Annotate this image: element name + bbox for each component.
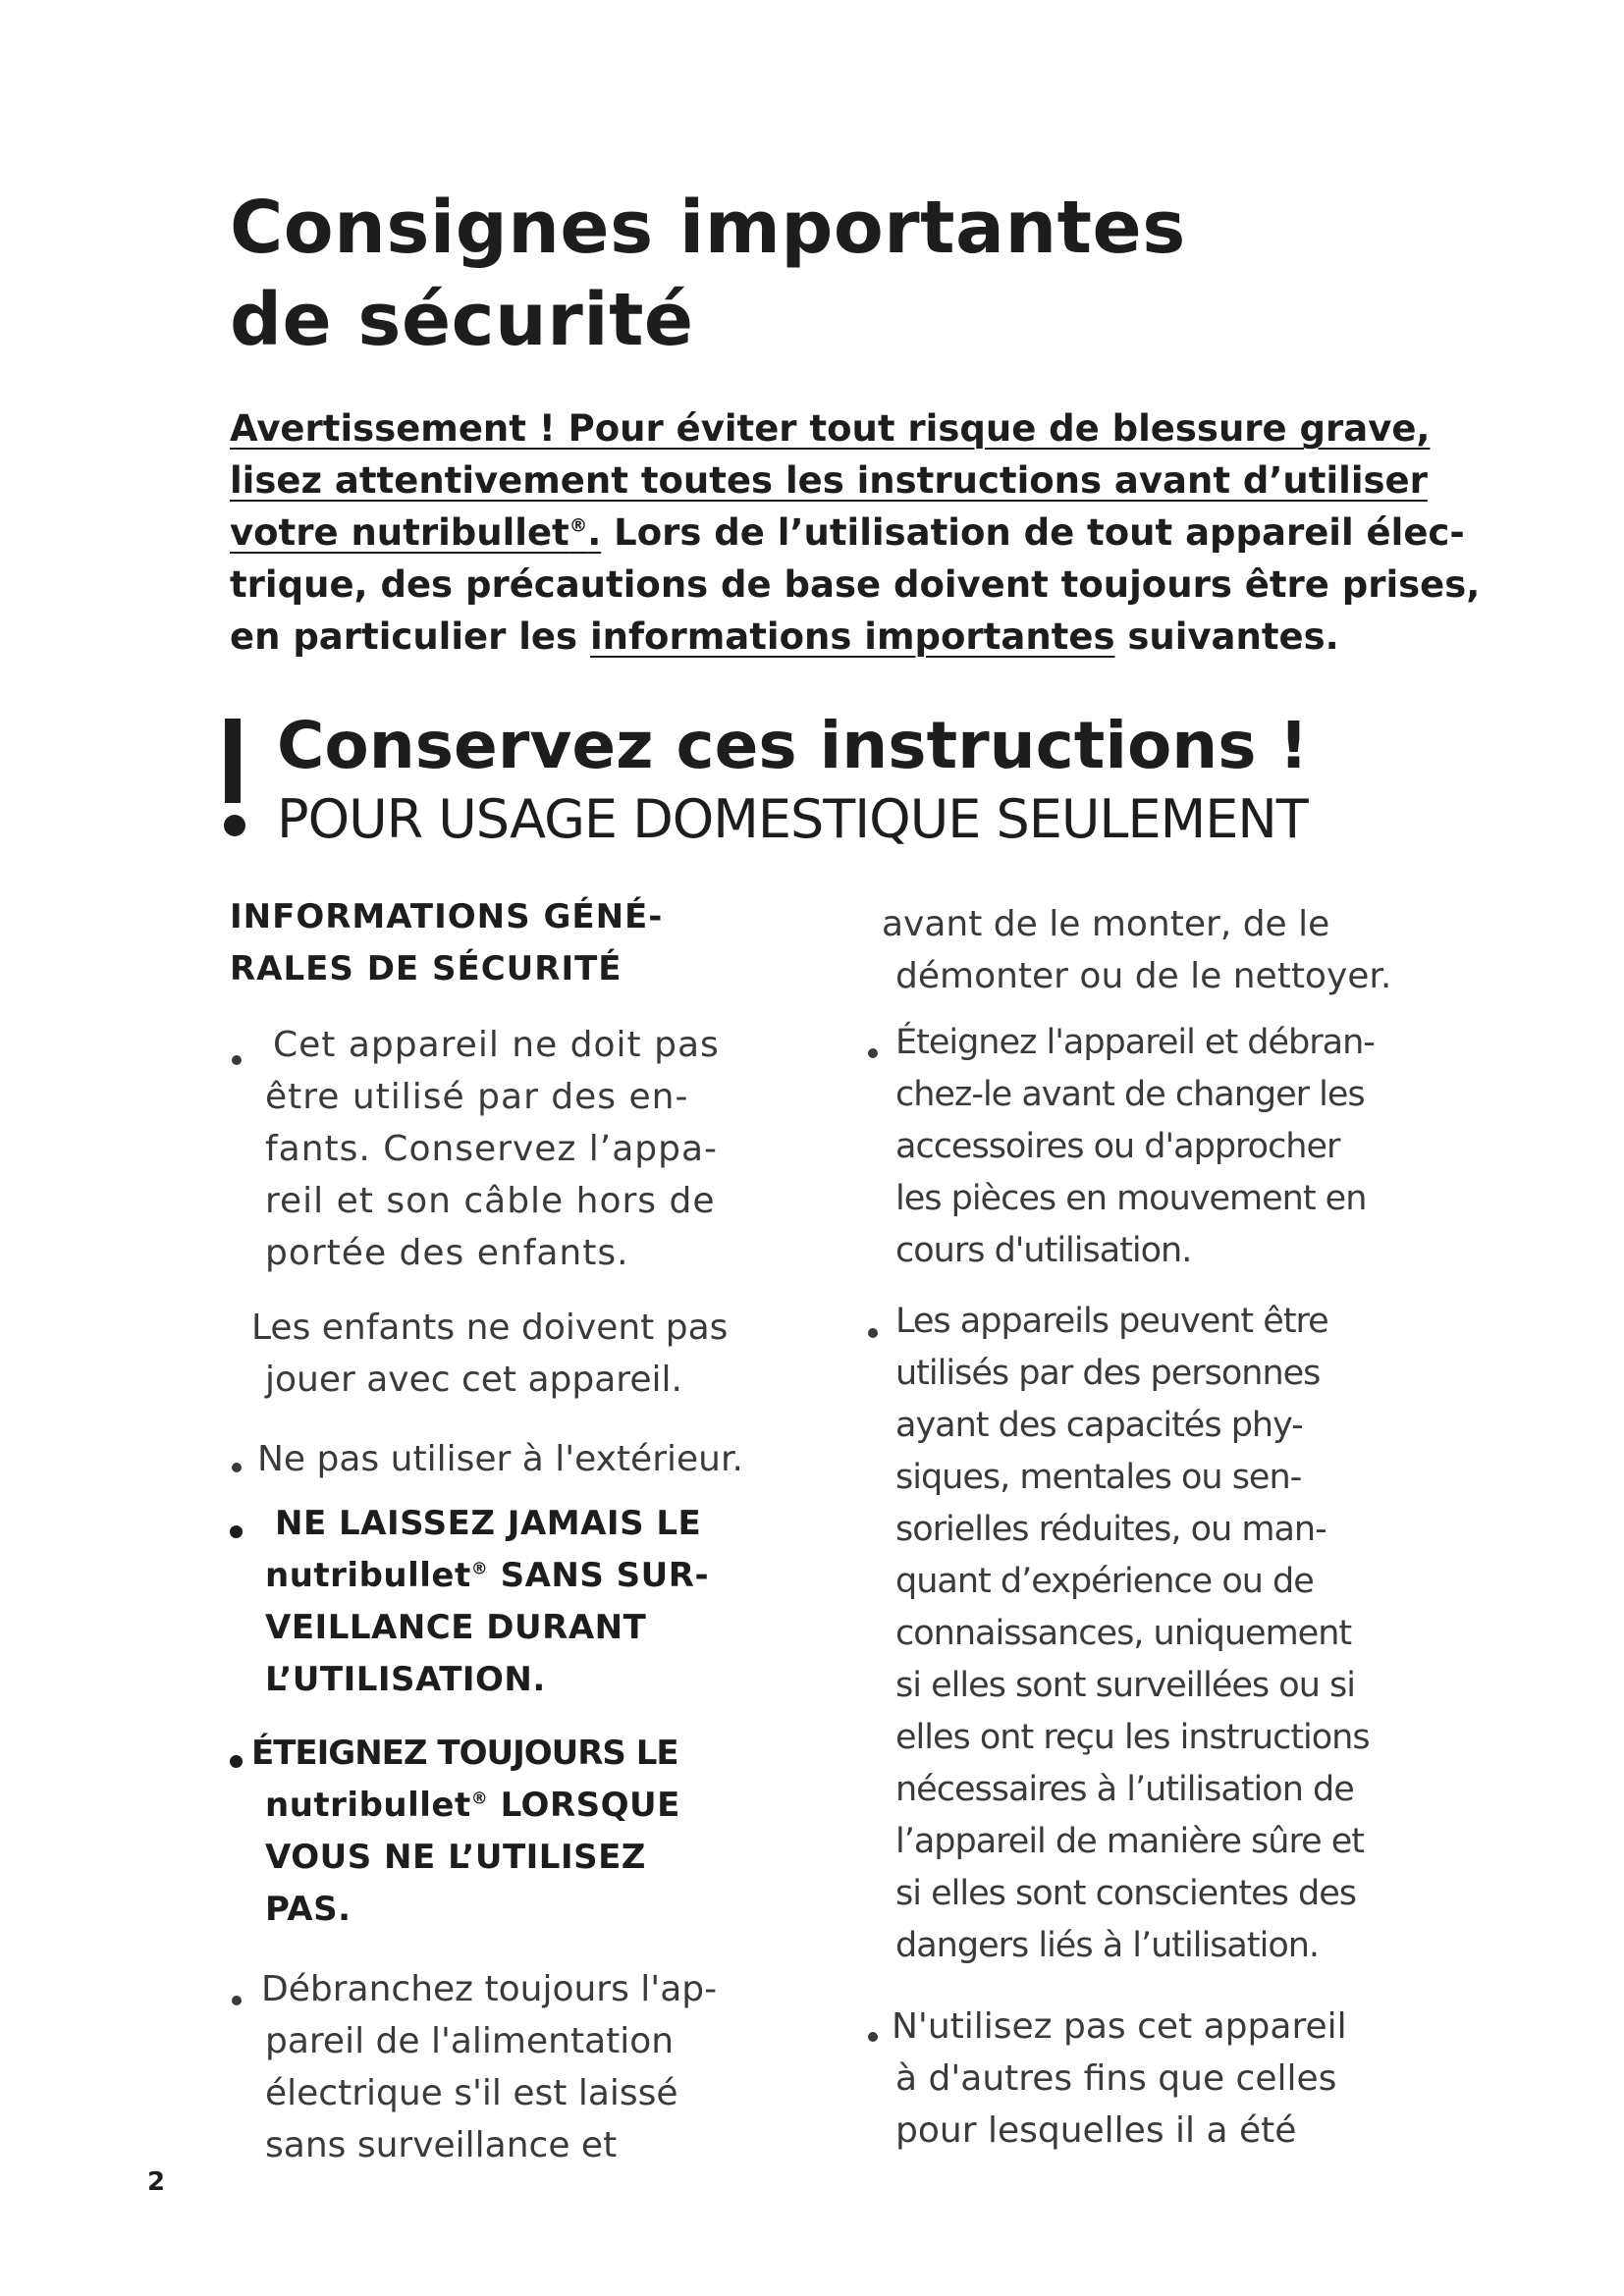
bullet-icon: [232, 1055, 242, 1065]
exclamation-icon: [225, 719, 241, 803]
list-item-continuation: Les enfants ne doivent pas jouer avec cet appareil.: [251, 1308, 729, 1400]
list-item-warning: ÉTEIGNEZ TOUJOURS LE nutribullet® LORSQUE VOUS NE L’UTILISEZ PAS.: [251, 1734, 680, 1929]
list-item: Cet appareil ne doit pas être utilisé par des en- fants. Conservez l’appa- reil et son câble hors de portée des enfants.: [265, 1025, 720, 1273]
list-item: Les appareils peuvent être utilisés par des personnes ayant des capacités phy- siques, mentales ou sen- sorielles réduites, ou man- quant d’expérience ou de connaissances, uniquement si elles sont surveillées ou si elles ont reçu les instructions nécessaires à l’utilisation de l’appareil de manière sûre et si elles sont conscientes des dangers liés à l’utilisation.: [895, 1302, 1370, 1965]
section-heading: INFORMATIONS GÉNÉ- RALES DE SÉCURITÉ: [230, 897, 664, 988]
bullet-icon: [868, 1328, 878, 1338]
list-item: N'utilisez pas cet appareil à d'autres fins que celles pour lesquelles il a été: [892, 2006, 1347, 2151]
list-item-warning: NE LAISSEZ JAMAIS LE nutribullet® SANS SUR- VEILLANCE DURANT L’UTILISATION.: [265, 1504, 710, 1699]
bullet-icon: [868, 2032, 878, 2042]
bullet-icon: [230, 1755, 243, 1768]
list-item: Ne pas utiliser à l'extérieur.: [257, 1439, 743, 1479]
list-item: Éteignez l'appareil et débran- chez-le avant de changer les accessoires ou d'approcher les pièces en mouvement en cours d'utilisation.: [895, 1023, 1375, 1270]
important-info-link: informations importantes: [589, 615, 1115, 658]
warning-paragraph: Avertissement ! Pour éviter tout risque de blessure grave, lisez attentivement toutes les instructions avant d’utiliser votre nutribullet®. Lors de l’utilisation de tout appareil élec- trique, des précautions de base doivent toujours être prises, en particulier les informations importantes suivantes.: [230, 407, 1481, 658]
conserve-heading: Conservez ces instructions !: [277, 708, 1309, 783]
domestic-use-heading: POUR USAGE DOMESTIQUE SEULEMENT: [277, 788, 1308, 850]
list-item: Débranchez toujours l'ap- pareil de l'alimentation électrique s'il est laissé sans surveillance et: [261, 1969, 718, 2165]
bullet-icon: [230, 1525, 243, 1538]
bullet-icon: [232, 1463, 242, 1472]
page-number: 2: [147, 2167, 166, 2197]
list-item-continuation: avant de le monter, de le démonter ou de le nettoyer.: [882, 904, 1392, 996]
page-title: Consignes importantes de sécurité: [230, 186, 1186, 362]
bullet-icon: [232, 1996, 242, 2005]
exclamation-dot-icon: [224, 815, 245, 836]
bullet-icon: [868, 1048, 878, 1058]
